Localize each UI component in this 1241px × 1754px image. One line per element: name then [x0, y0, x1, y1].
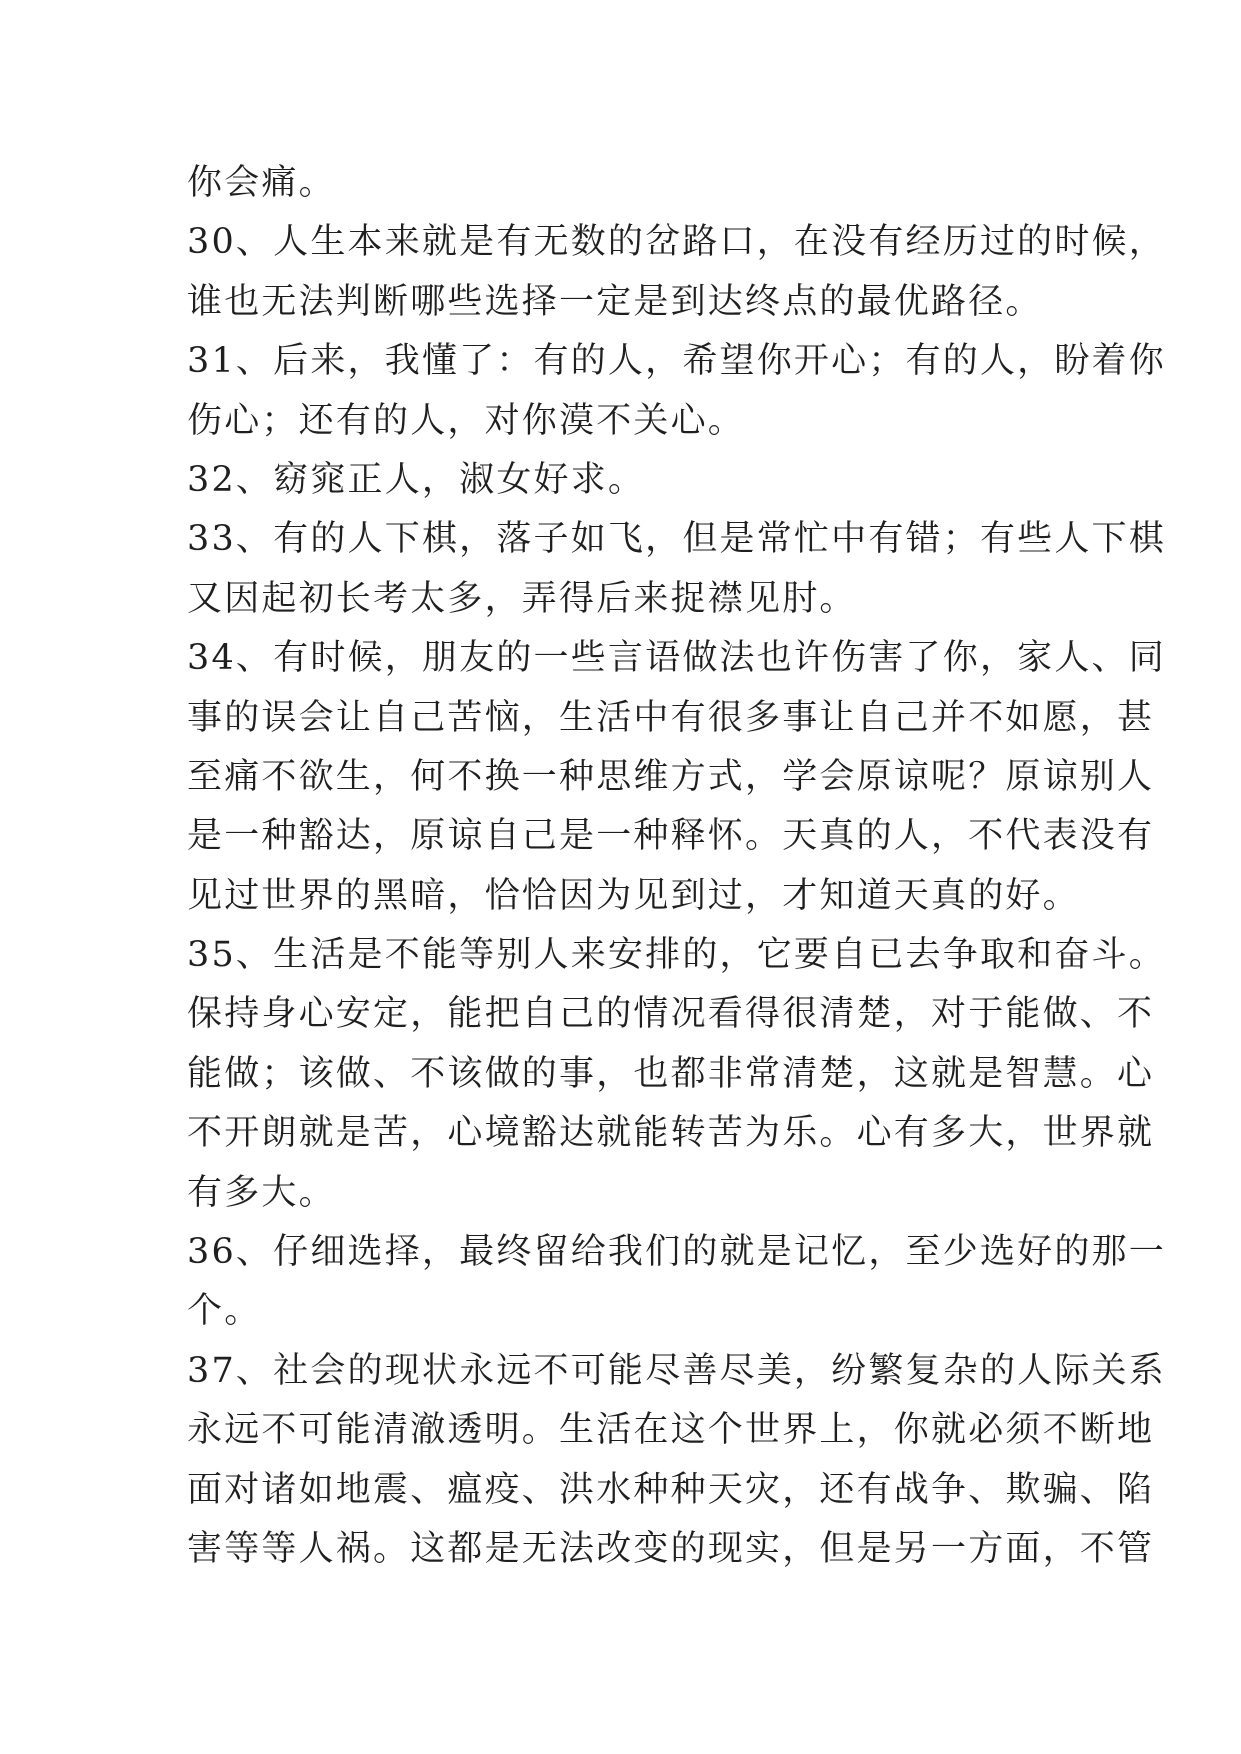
document-text-body [187, 154, 1166, 1579]
text-line: 伤心；还有的人，对你漠不关心。 [187, 400, 746, 441]
text-line: 35、生活是不能等别人来安排的，它要自已去争取和奋斗。 [187, 935, 1166, 976]
text-line: 是一种豁达，原谅自己是一种释怀。天真的人，不代表没有 [187, 816, 1155, 857]
text-line: 33、有的人下棋，落子如飞，但是常忙中有错；有些人下棋 [187, 519, 1166, 560]
text-line: 31、后来，我懂了：有的人，希望你开心；有的人，盼着你 [187, 341, 1166, 382]
text-line: 永远不可能清澈透明。生活在这个世界上，你就必须不断地 [187, 1410, 1155, 1451]
text-line: 保持身心安定，能把自己的情况看得很清楚，对于能做、不 [187, 994, 1155, 1035]
text-line: 个。 [187, 1291, 262, 1332]
text-line: 有多大。 [187, 1172, 336, 1213]
text-line: 谁也无法判断哪些选择一定是到达终点的最优路径。 [187, 281, 1043, 322]
text-line: 面对诸如地震、瘟疫、洪水种种天灾，还有战争、欺骗、陷 [187, 1469, 1155, 1510]
text-line: 你会痛。 [187, 163, 336, 203]
text-line: 害等等人祸。这都是无法改变的现实，但是另一方面，不管 [187, 1528, 1155, 1569]
text-line: 能做；该做、不该做的事，也都非常清楚，这就是智慧。心 [187, 1053, 1155, 1094]
text-line: 又因起初长考太多，弄得后来捉襟见肘。 [187, 578, 857, 619]
text-line: 37、社会的现状永远不可能尽善尽美，纷繁复杂的人际关系 [187, 1350, 1166, 1391]
text-line: 32、窈窕正人，淑女好求。 [187, 459, 646, 500]
text-line: 34、有时候，朋友的一些言语做法也许伤害了你，家人、同 [187, 638, 1166, 679]
text-line: 至痛不欲生，何不换一种思维方式，学会原谅呢？原谅别人 [187, 756, 1155, 797]
text-line: 不开朗就是苦，心境豁达就能转苦为乐。心有多大，世界就 [187, 1113, 1155, 1154]
text-line: 36、仔细选择，最终留给我们的就是记忆，至少选好的那一 [187, 1232, 1166, 1273]
text-line: 事的误会让自己苦恼，生活中有很多事让自己并不如愿，甚 [187, 697, 1155, 738]
text-line: 见过世界的黑暗，恰恰因为见到过，才知道天真的好。 [187, 875, 1080, 916]
text-line: 30、人生本来就是有无数的岔路口，在没有经历过的时候， [187, 222, 1166, 263]
